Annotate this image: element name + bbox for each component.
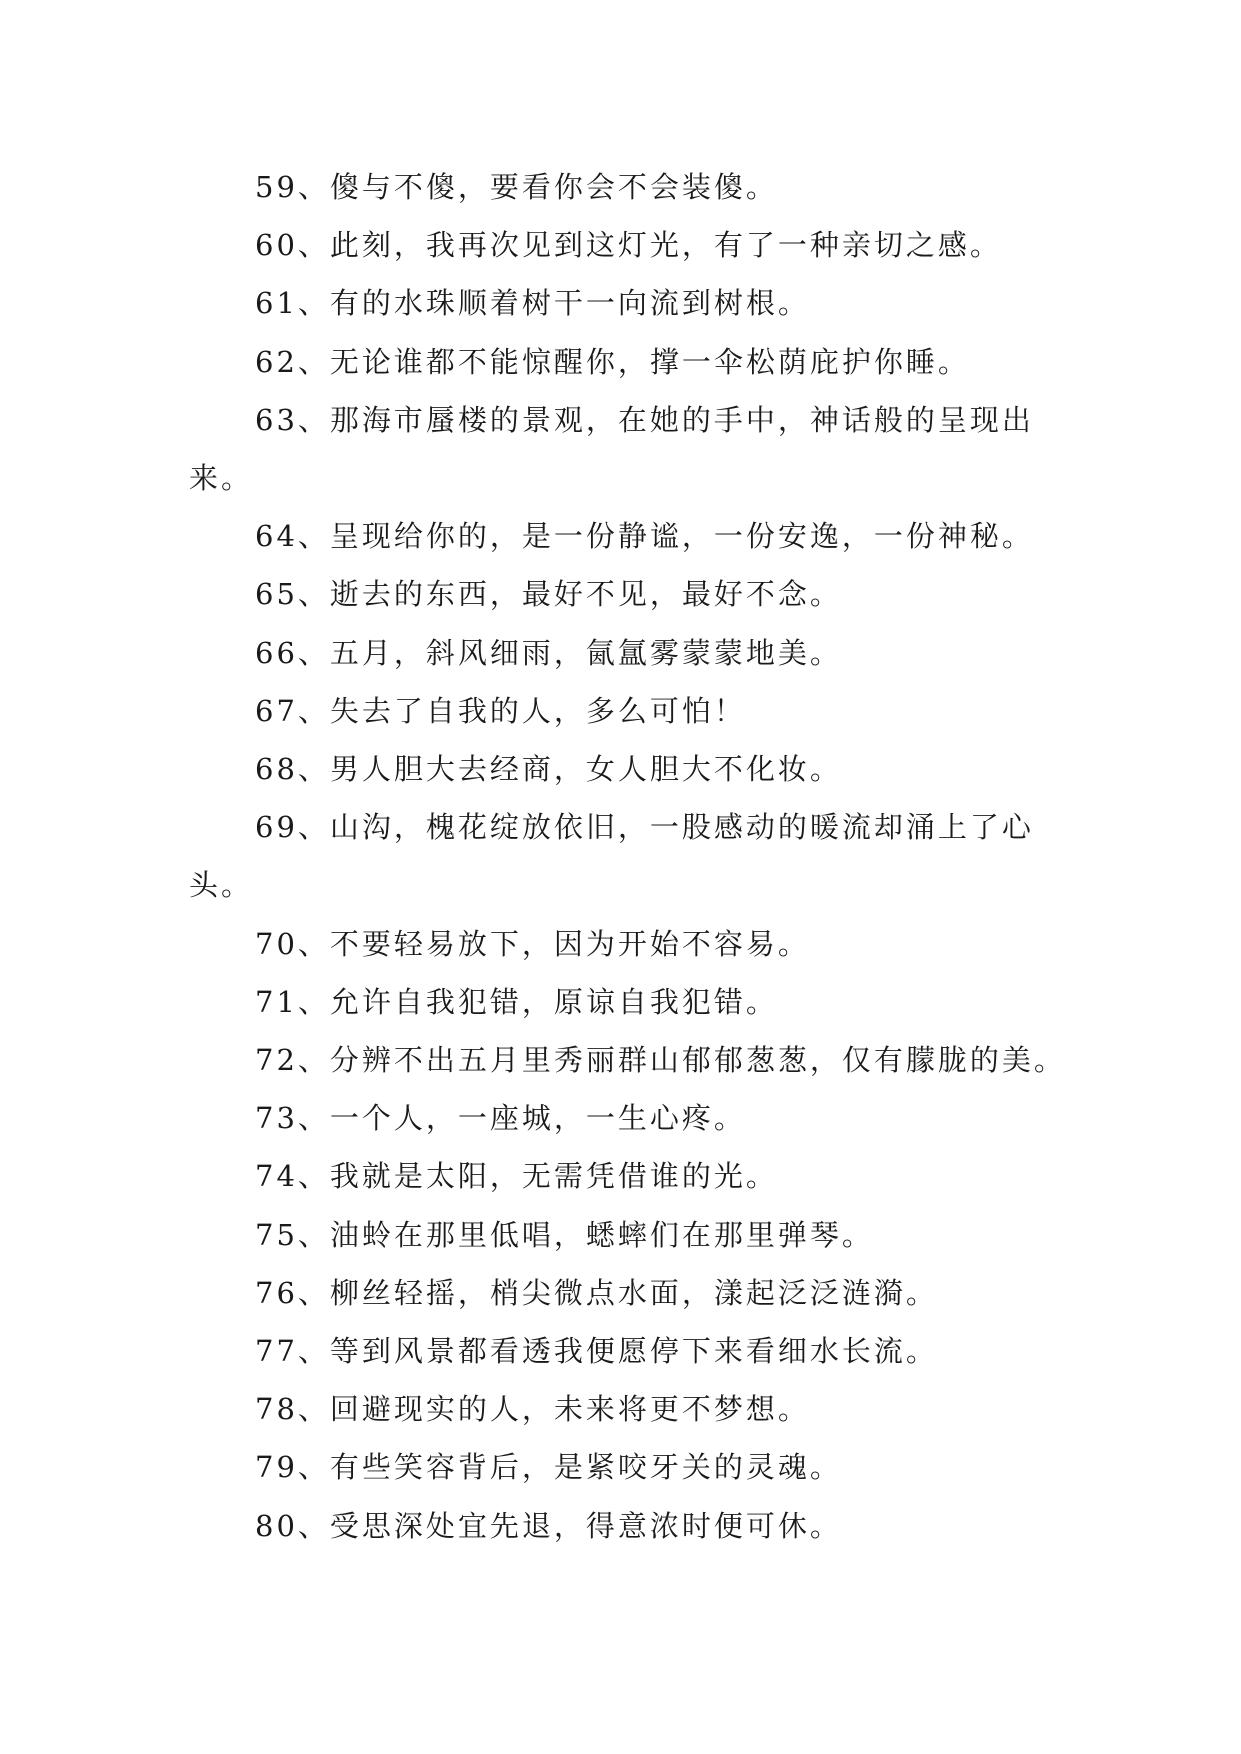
paragraph-67: 67、失去了自我的人，多么可怕！ bbox=[255, 693, 746, 728]
paragraph-79: 79、有些笑容背后，是紧咬牙关的灵魂。 bbox=[255, 1450, 842, 1485]
paragraph-60: 60、此刻，我再次见到这灯光，有了一种亲切之感。 bbox=[255, 228, 1002, 263]
paragraph-80: 80、受思深处宜先退，得意浓时便可休。 bbox=[255, 1508, 842, 1543]
paragraph-78: 78、回避现实的人，未来将更不梦想。 bbox=[255, 1392, 810, 1427]
paragraph-72: 72、分辨不出五月里秀丽群山郁郁葱葱，仅有朦胧的美。 bbox=[255, 1043, 1066, 1078]
paragraph-63: 63、那海市蜃楼的景观，在她的手中，神话般的呈现出来。 bbox=[189, 402, 1034, 496]
paragraph-76: 76、柳丝轻摇，梢尖微点水面，漾起泛泛涟漪。 bbox=[255, 1275, 938, 1310]
paragraph-59: 59、傻与不傻，要看你会不会装傻。 bbox=[255, 170, 778, 204]
paragraph-61: 61、有的水珠顺着树干一向流到树根。 bbox=[255, 286, 810, 321]
paragraph-66: 66、五月，斜风细雨，氤氲雾蒙蒙地美。 bbox=[255, 635, 842, 670]
paragraph-65: 65、逝去的东西，最好不见，最好不念。 bbox=[255, 577, 842, 612]
paragraph-68: 68、男人胆大去经商，女人胆大不化妆。 bbox=[255, 752, 842, 787]
paragraph-64: 64、呈现给你的，是一份静谧，一份安逸，一份神秘。 bbox=[255, 519, 1034, 554]
document-body bbox=[189, 158, 1069, 1555]
paragraph-75: 75、油蛉在那里低唱，蟋蟀们在那里弹琴。 bbox=[255, 1217, 874, 1252]
paragraph-70: 70、不要轻易放下，因为开始不容易。 bbox=[255, 926, 810, 961]
paragraph-73: 73、一个人，一座城，一生心疼。 bbox=[255, 1101, 746, 1136]
paragraph-62: 62、无论谁都不能惊醒你，撑一伞松荫庇护你睡。 bbox=[255, 344, 970, 379]
paragraph-71: 71、允许自我犯错，原谅自我犯错。 bbox=[255, 984, 778, 1019]
paragraph-77: 77、等到风景都看透我便愿停下来看细水长流。 bbox=[255, 1334, 938, 1369]
paragraph-74: 74、我就是太阳，无需凭借谁的光。 bbox=[255, 1159, 778, 1194]
paragraph-69: 69、山沟，槐花绽放依旧，一股感动的暖流却涌上了心头。 bbox=[189, 810, 1034, 903]
